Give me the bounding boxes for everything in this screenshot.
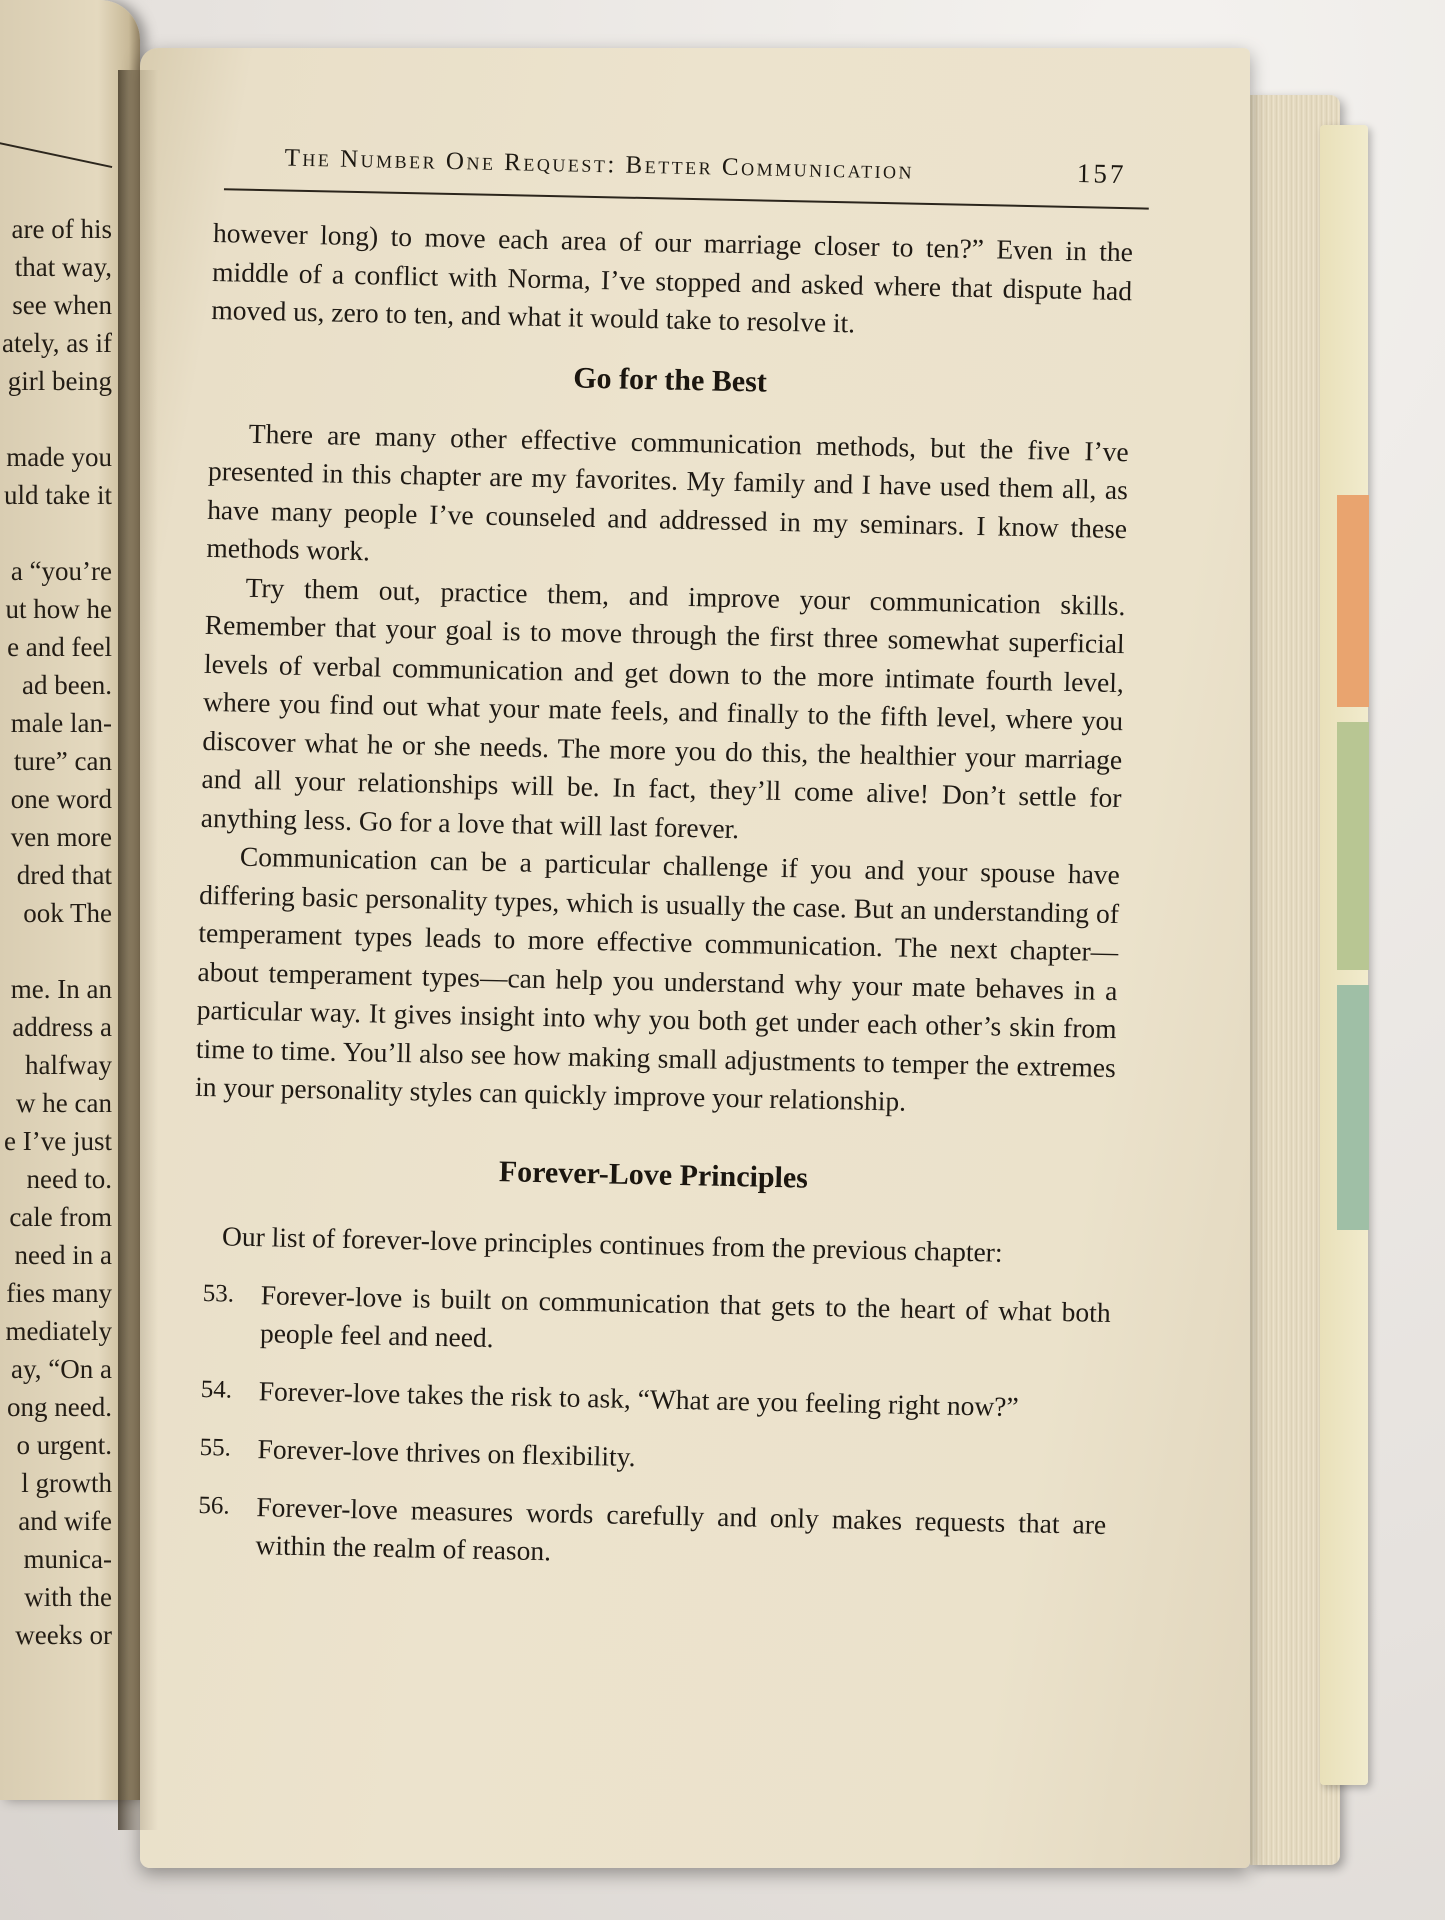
left-page-line: w he can: [16, 1088, 112, 1118]
left-page-line: l growth: [21, 1468, 112, 1498]
principle-number: 56.: [198, 1491, 230, 1520]
left-page-line: girl being: [7, 366, 112, 396]
left-page-line: and wife: [18, 1506, 112, 1536]
section-heading-go-for-the-best: Go for the Best: [572, 361, 768, 399]
left-page-text: [0, 210, 112, 1654]
list-item: [190, 1275, 1111, 1370]
left-page-line: o urgent.: [16, 1430, 112, 1460]
principle-number: 53.: [202, 1280, 235, 1308]
left-page-line: that way,: [14, 252, 112, 282]
left-page-line: see when: [12, 290, 112, 320]
principles-list: [185, 1275, 1111, 1582]
left-page-line: ad been.: [22, 670, 112, 700]
left-page-line: dred that: [16, 860, 112, 890]
left-page-line: munica-: [23, 1544, 112, 1574]
page-content: [185, 140, 1135, 1602]
left-page-line: made you: [6, 442, 112, 472]
left-page-line: cale from: [9, 1202, 112, 1232]
section-tab-teal: [1337, 985, 1369, 1230]
body-paragraph: Try them out, practice them, and improve your communication skills. Remember that your goal is to move through the first three somewhat superficial levels of verbal communication and get down to the more intimate fourth level, where you find out what your mate feels, and finally to the fifth level, where you discover what he or she needs. The more you do this, the healthier your marriage and all your relationships will be. In fact, they’ll come alive! Don’t settle for anything less. Go for a love that will last forever.: [200, 571, 1126, 844]
left-page-line: weeks or: [15, 1620, 112, 1650]
left-page-line: ong need.: [7, 1392, 112, 1422]
left-page-line: fies many: [6, 1278, 112, 1308]
principle-text: Forever-love thrives on flexibility.: [257, 1433, 636, 1473]
principle-text: Forever-love is built on communication that gets to the heart of what both people feel and need.: [259, 1279, 1111, 1354]
list-item: [187, 1429, 1108, 1486]
left-page-line: a “you’re: [10, 556, 112, 586]
left-page-line: ut how he: [5, 594, 112, 624]
left-page-line: ately, as if: [2, 328, 112, 358]
section-tab-green: [1337, 722, 1369, 970]
left-page-line: [0, 514, 112, 552]
left-page-line: halfway: [25, 1050, 112, 1080]
principle-text: Forever-love measures words carefully and only makes requests that are within the realm of reason.: [255, 1491, 1107, 1567]
left-page-line: with the: [24, 1582, 112, 1612]
section-heading-forever-love-principles: Forever-Love Principles: [498, 1154, 809, 1195]
left-page-line: e and feel: [7, 632, 112, 662]
left-page-line: [0, 932, 112, 970]
principles-intro: Our list of forever-love principles continues from the previous chapter:: [221, 1219, 1003, 1268]
left-page-line: address a: [12, 1012, 112, 1042]
body-paragraph: There are many other effective communication methods, but the five I’ve presented in this chapter are my favorites. My family and I have used them all, as have many people I’ve counseled and addressed in my seminars. I know these methods work.: [206, 417, 1130, 567]
left-page-line: ven more: [10, 822, 112, 852]
left-page-line: need to.: [26, 1164, 112, 1194]
left-page-head-rule: [0, 138, 112, 168]
list-item: [188, 1371, 1109, 1428]
running-head-title: The Number One Request: Better Communication: [284, 144, 915, 185]
left-page-line: are of his: [11, 214, 112, 244]
left-page-line: need in a: [14, 1240, 112, 1270]
principle-number: 54.: [200, 1375, 233, 1404]
left-page-line: e I’ve just: [4, 1126, 112, 1156]
opening-paragraph: however long) to move each area of our marriage closer to ten?” Even in the middle of a conflict with Norma, I’ve stopped and asked where that dispute had moved us, zero to ten, and what it would take to resolve it.: [211, 216, 1134, 339]
left-page-line: mediately: [5, 1316, 112, 1346]
body-paragraph: Communication can be a particular challenge if you and your spouse have differing basic personality types, which is usually the case. But an understanding of temperament types leads to more effective communication. The next chapter—about temperament types—can help you understand why your mate behaves in a particular way. It gives insight into why you both get under each other’s skin from time to time. You’ll also see how making small adjustments to temper the extremes in your personality styles can quickly improve your relationship.: [194, 840, 1121, 1117]
left-page-line: male lan-: [10, 708, 112, 738]
left-page-line: [0, 400, 112, 438]
left-page-line: ture” can: [13, 746, 112, 776]
principle-number: 55.: [199, 1433, 232, 1462]
spine-gutter: [118, 70, 158, 1830]
left-page-line: ay, “On a: [11, 1354, 112, 1384]
left-page-line: ook The: [23, 898, 112, 928]
list-item: [185, 1487, 1106, 1582]
section-tab-orange: [1337, 495, 1369, 707]
principle-text: Forever-love takes the risk to ask, “What are you feeling right now?”: [258, 1375, 1019, 1423]
left-page-line: one word: [10, 784, 112, 814]
left-page-line: me. In an: [10, 974, 112, 1004]
left-page-line: uld take it: [4, 480, 112, 510]
page-number: 157: [1076, 158, 1127, 190]
